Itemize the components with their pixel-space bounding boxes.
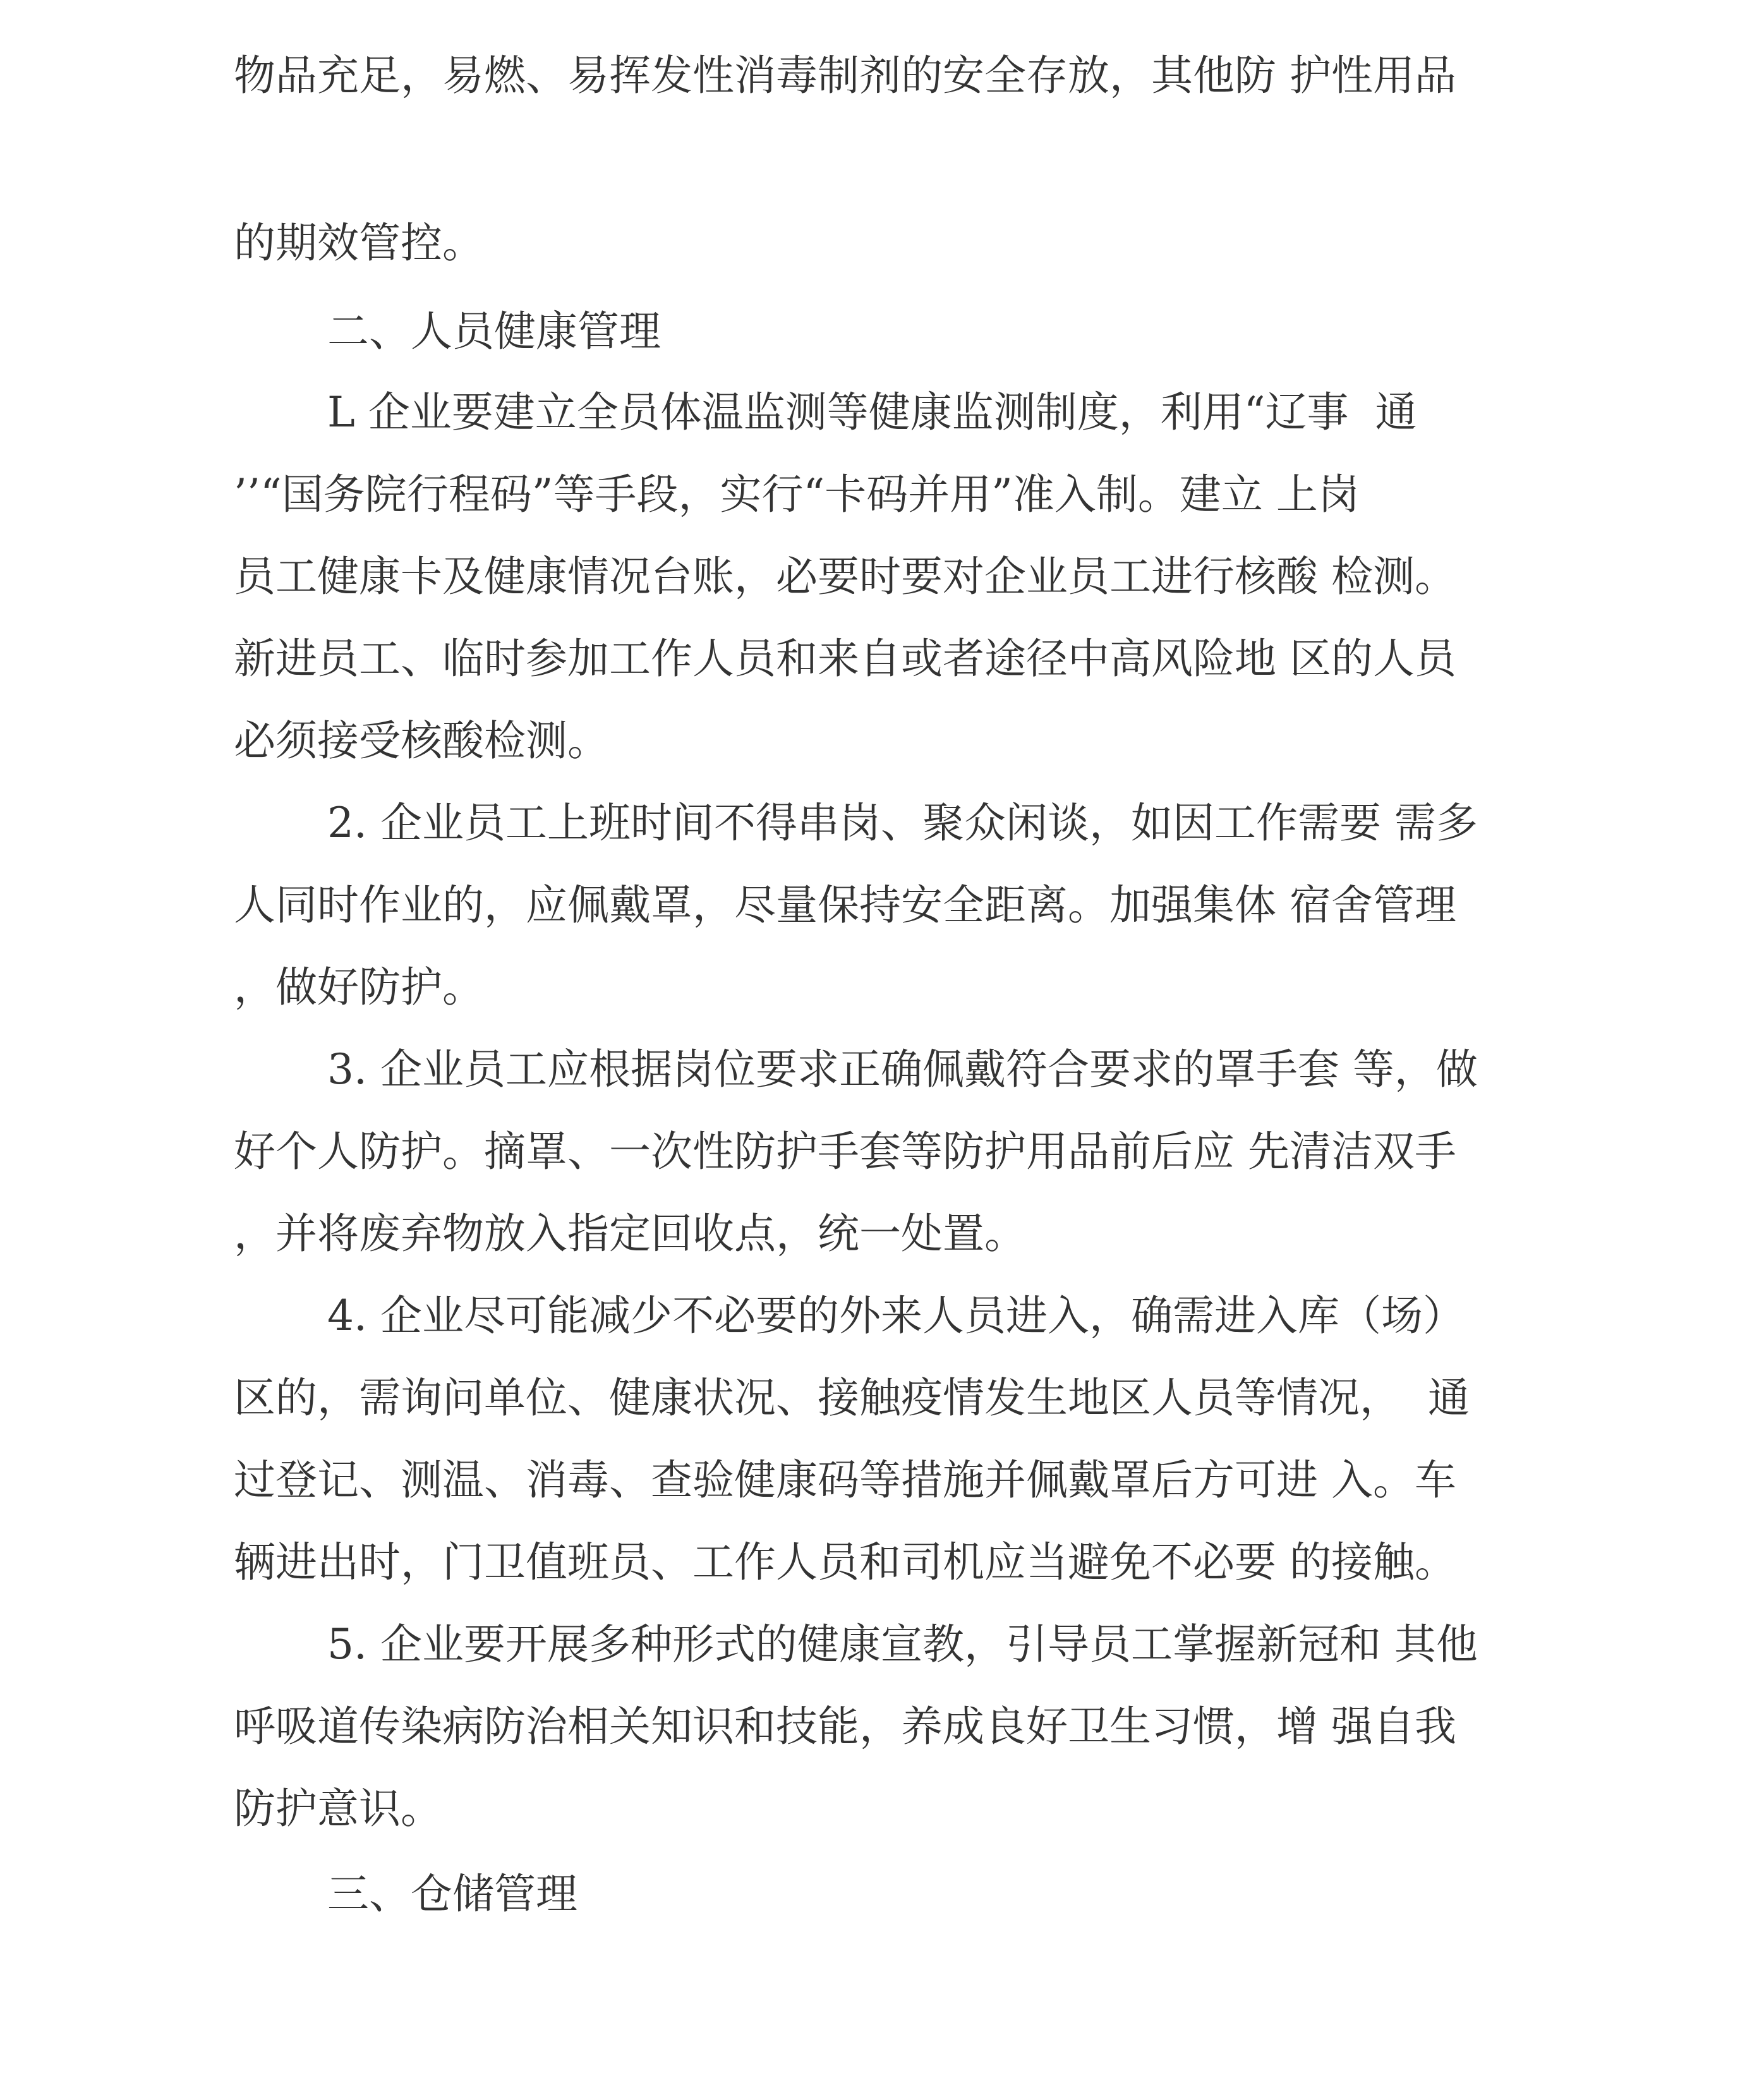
paragraph-line: 新进员工、临时参加工作人员和来自或者途径中高风险地 区的人员	[234, 634, 1456, 683]
paragraph-line: 过登记、测温、消毒、查验健康码等措施并佩戴罩后方可进 入。车	[234, 1456, 1456, 1504]
paragraph-line: 辆进出时，门卫值班员、工作人员和司机应当避免不必要 的接触。	[234, 1538, 1456, 1586]
paragraph-line: ，并将废弃物放入指定回收点，统一处置。	[234, 1209, 1026, 1258]
paragraph-line: 4. 企业尽可能减少不必要的外来人员进入，确需进入库（场）	[327, 1291, 1465, 1340]
paragraph-line: 人同时作业的，应佩戴罩，尽量保持安全距离。加强集体 宿舍管理	[234, 881, 1456, 929]
paragraph-line: ，做好防护。	[234, 963, 484, 1012]
paragraph-line: 好个人防护。摘罩、一次性防护手套等防护用品前后应 先清洁双手	[234, 1127, 1456, 1176]
section-heading: 二、人员健康管理	[327, 307, 661, 356]
paragraph-line: 3. 企业员工应根据岗位要求正确佩戴符合要求的罩手套 等，做	[327, 1045, 1478, 1094]
paragraph-line: L 企业要建立全员体温监测等健康监测制度，利用“辽事 通	[327, 388, 1417, 437]
paragraph-line: 员工健康卡及健康情况台账，必要时要对企业员工进行核酸 检测。	[234, 552, 1456, 601]
paragraph-line: 物品充足，易燃、易挥发性消毒制剂的安全存放，其他防 护性用品	[234, 51, 1456, 100]
paragraph-line: 5. 企业要开展多种形式的健康宣教，引导员工掌握新冠和 其他	[327, 1620, 1478, 1669]
paragraph-line: 2. 企业员工上班时间不得串岗、聚众闲谈，如因工作需要 需多	[327, 799, 1478, 847]
paragraph-line: 区的，需询问单位、健康状况、接触疫情发生地区人员等情况， 通	[234, 1374, 1470, 1422]
paragraph-line: 防护意识。	[234, 1784, 442, 1833]
paragraph-line: 必须接受核酸检测。	[234, 716, 609, 765]
section-heading: 三、仓储管理	[327, 1870, 577, 1918]
paragraph-line: 呼吸道传染病防治相关知识和技能，养成良好卫生习惯，增 强自我	[234, 1702, 1456, 1751]
paragraph-line: ’’“国务院行程码”等手段，实行“卡码并用”准入制。建立 上岗	[234, 470, 1360, 519]
paragraph-line: 的期效管控。	[234, 219, 484, 267]
